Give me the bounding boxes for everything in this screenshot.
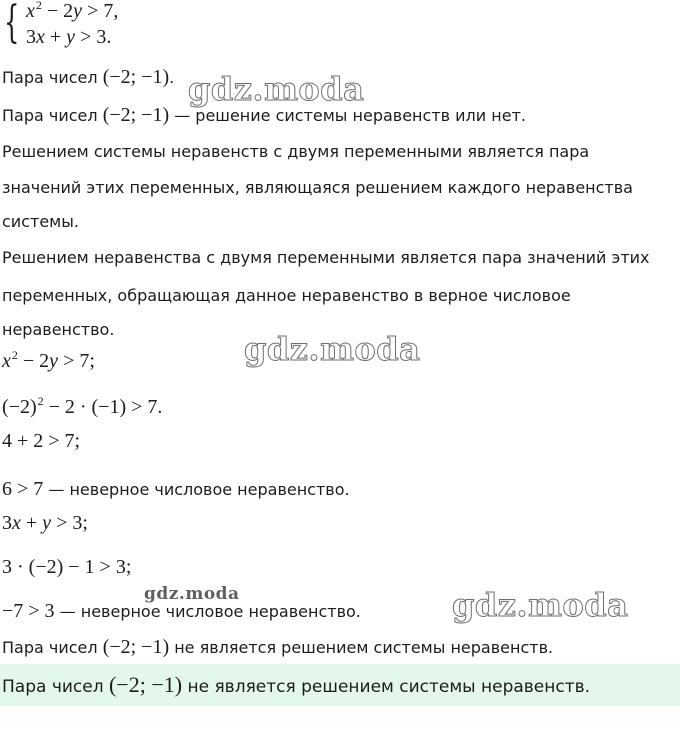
equation-5: 3x + y > 3; [2, 512, 88, 534]
watermark-logo: gdz.moda [188, 70, 365, 108]
conclusion-line: Пара чисел (−2; −1) не является решением системы неравенств. [2, 636, 554, 658]
watermark-logo: gdz.moda [144, 584, 240, 604]
paragraph-1-line-3: системы. [2, 212, 79, 231]
line-pair: Пара чисел (−2; −1). [2, 66, 175, 88]
equation-3: 4 + 2 > 7; [2, 430, 81, 452]
equation-4: 6 > 7 — неверное числовое неравенство. [2, 478, 350, 500]
equation-6: 3 · (−2) − 1 > 3; [2, 556, 132, 578]
paragraph-2-line-1: Решением неравенства с двумя переменными является пара значений этих [2, 248, 650, 267]
paragraph-2-line-2: переменных, обращающая данное неравенство в верное числовое [2, 286, 571, 305]
answer-highlight [0, 664, 680, 706]
equation-7: −7 > 3 — неверное числовое неравенство. [2, 600, 361, 622]
system-row-2: 3x + y > 3. [26, 26, 112, 48]
watermark-logo: gdz.moda [244, 330, 421, 368]
answer-text: Пара чисел (−2; −1) не является решением системы неравенств. [2, 672, 591, 697]
line-question: Пара чисел (−2; −1) — решение системы неравенств или нет. [2, 104, 526, 126]
paragraph-1-line-2: значений этих переменных, являющаяся решением каждого неравенства [2, 178, 633, 197]
paragraph-1-line-1: Решением системы неравенств с двумя переменными является пара [2, 142, 590, 161]
watermark-logo: gdz.moda [452, 586, 629, 624]
system-row-1: $x^2 - 2y > 7$, [26, 0, 119, 22]
paragraph-2-line-3: неравенство. [2, 320, 115, 339]
equation-1: $x^2 - 2y > 7$; [2, 348, 95, 372]
equation-2: $(-2)^2 - 2 \cdot (-1) > 7$. [2, 394, 163, 418]
system-brace: { [4, 0, 20, 48]
